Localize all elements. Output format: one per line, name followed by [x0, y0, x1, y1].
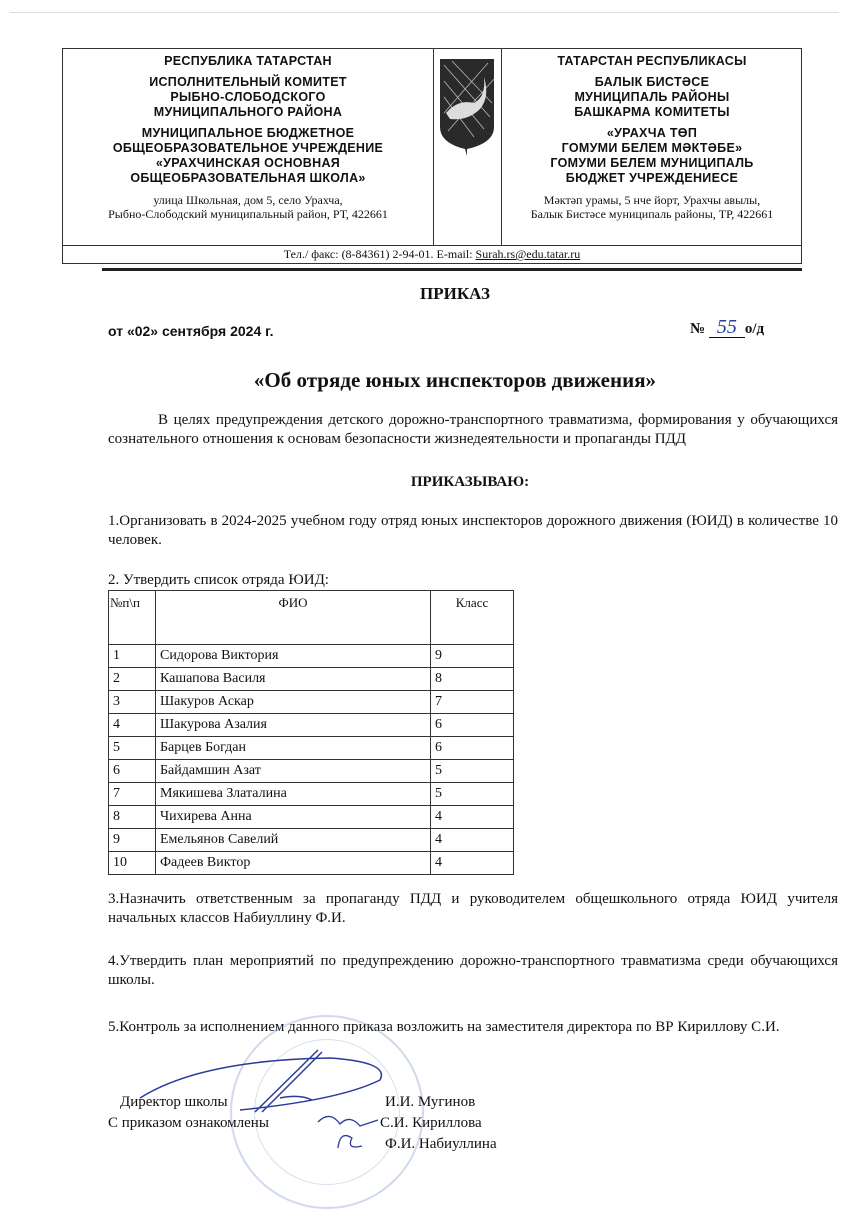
student-name: Фадеев Виктор: [156, 852, 431, 875]
header-line: «УРАХЧИНСКАЯ ОСНОВНАЯ: [155, 156, 341, 170]
student-class: 9: [431, 645, 514, 668]
row-number: 9: [109, 829, 156, 852]
email-link[interactable]: Surah.rs@edu.tatar.ru: [475, 247, 581, 261]
header-line: БЮДЖЕТ УЧРЕЖДЕНИЕСЕ: [565, 171, 739, 185]
header-line: ГОМУМИ БЕЛЕМ МУНИЦИПАЛЬ: [550, 156, 754, 170]
row-number: 5: [109, 737, 156, 760]
student-name: Сидорова Виктория: [156, 645, 431, 668]
document-title: «Об отряде юных инспекторов движения»: [253, 368, 657, 392]
row-number: 7: [109, 783, 156, 806]
acquainted-label: С приказом ознакомлены: [108, 1115, 269, 1131]
document-date: от «02» сентября 2024 г.: [108, 323, 274, 339]
column-header: №п\п: [109, 591, 156, 645]
student-name: Чихирева Анна: [156, 806, 431, 829]
row-number: 2: [109, 668, 156, 691]
student-class: 5: [431, 783, 514, 806]
header-line: ГОМУМИ БЕЛЕМ МӘКТӘБЕ»: [561, 141, 743, 155]
header-line: ОБЩЕОБРАЗОВАТЕЛЬНОЕ УЧРЕЖДЕНИЕ: [112, 141, 384, 155]
student-name: Мякишева Златалина: [156, 783, 431, 806]
order-item-1: 1.Организовать в 2024-2025 учебном году отряд юных инспекторов дорожного движения (ЮИД) в количестве 10 человек.: [108, 513, 838, 548]
acquainted-name: С.И. Кириллова: [380, 1115, 482, 1131]
address-line: Мәктәп урамы, 5 нче йорт, Урахчы авылы,: [543, 193, 761, 207]
header-line: БАЛЫК БИСТӘСЕ: [594, 75, 710, 89]
contact-phone: Тел./ факс: (8-84361) 2-94-01. E-mail:: [283, 247, 476, 261]
row-number: 8: [109, 806, 156, 829]
student-class: 5: [431, 760, 514, 783]
row-number: 10: [109, 852, 156, 875]
director-name: И.И. Мугинов: [385, 1094, 476, 1110]
student-class: 7: [431, 691, 514, 714]
address-line: улица Школьная, дом 5, село Урахча,: [153, 193, 343, 207]
handwritten-number: 55: [709, 318, 745, 338]
header-line: МУНИЦИПАЛЬНОЕ БЮДЖЕТНОЕ: [141, 126, 355, 140]
student-name: Байдамшин Азат: [156, 760, 431, 783]
student-class: 4: [431, 829, 514, 852]
header-line: МУНИЦИПАЛЬ РАЙОНЫ: [574, 90, 730, 104]
preamble: В целях предупреждения детского дорожно-транспортного травматизма, формирования у обучающихся сознательного отношения к основам безопасности жизнедеятельности и пропаганды ПДД: [108, 412, 838, 447]
director-label: Директор школы: [120, 1094, 228, 1110]
order-item-3: 3.Назначить ответственным за пропаганду ПДД и руководителем общешкольного отряда ЮИД учителя начальных классов Набиуллину Ф.И.: [108, 891, 838, 926]
student-name: Шакурова Азалия: [156, 714, 431, 737]
student-name: Кашапова Василя: [156, 668, 431, 691]
order-item-5: 5.Контроль за исполнением данного приказа возложить на заместителя директора по ВР Кириллову С.И.: [108, 1019, 780, 1035]
order-item-2: 2. Утвердить список отряда ЮИД:: [108, 572, 329, 588]
student-name: Шакуров Аскар: [156, 691, 431, 714]
student-name: Барцев Богдан: [156, 737, 431, 760]
student-class: 4: [431, 852, 514, 875]
header-line: «УРАХЧА ТӨП: [606, 126, 698, 140]
address-line: Рыбно-Слободский муниципальный район, РТ, 422661: [108, 207, 388, 221]
student-class: 4: [431, 806, 514, 829]
row-number: 6: [109, 760, 156, 783]
number-sign: №: [690, 321, 706, 337]
header-line: БАШКАРМА КОМИТЕТЫ: [574, 105, 730, 119]
row-number: 3: [109, 691, 156, 714]
header-line: ТАТАРСТАН РЕСПУБЛИКАСЫ: [557, 54, 747, 68]
order-word: ПРИКАЗЫВАЮ:: [410, 474, 530, 490]
address-line: Балык Бистәсе муниципаль районы, ТР, 422661: [530, 207, 774, 221]
student-name: Емельянов Савелий: [156, 829, 431, 852]
header-line: РЫБНО-СЛОБОДСКОГО: [170, 90, 326, 104]
header-line: ИСПОЛНИТЕЛЬНЫЙ КОМИТЕТ: [149, 75, 347, 89]
student-class: 6: [431, 714, 514, 737]
document-type: ПРИКАЗ: [420, 284, 490, 303]
number-suffix: о/д: [744, 321, 765, 337]
header-line: РЕСПУБЛИКА ТАТАРСТАН: [164, 54, 332, 68]
acquainted-name: Ф.И. Набиуллина: [385, 1136, 497, 1152]
student-class: 6: [431, 737, 514, 760]
column-header: ФИО: [156, 591, 431, 645]
order-item-4: 4.Утвердить план мероприятий по предупреждению дорожно-транспортного травматизма среди обучающихся школы.: [108, 953, 838, 988]
header-line: МУНИЦИПАЛЬНОГО РАЙОНА: [153, 105, 343, 119]
column-header: Класс: [431, 591, 514, 645]
header-line: ОБЩЕОБРАЗОВАТЕЛЬНАЯ ШКОЛА»: [130, 171, 366, 185]
student-class: 8: [431, 668, 514, 691]
row-number: 4: [109, 714, 156, 737]
row-number: 1: [109, 645, 156, 668]
